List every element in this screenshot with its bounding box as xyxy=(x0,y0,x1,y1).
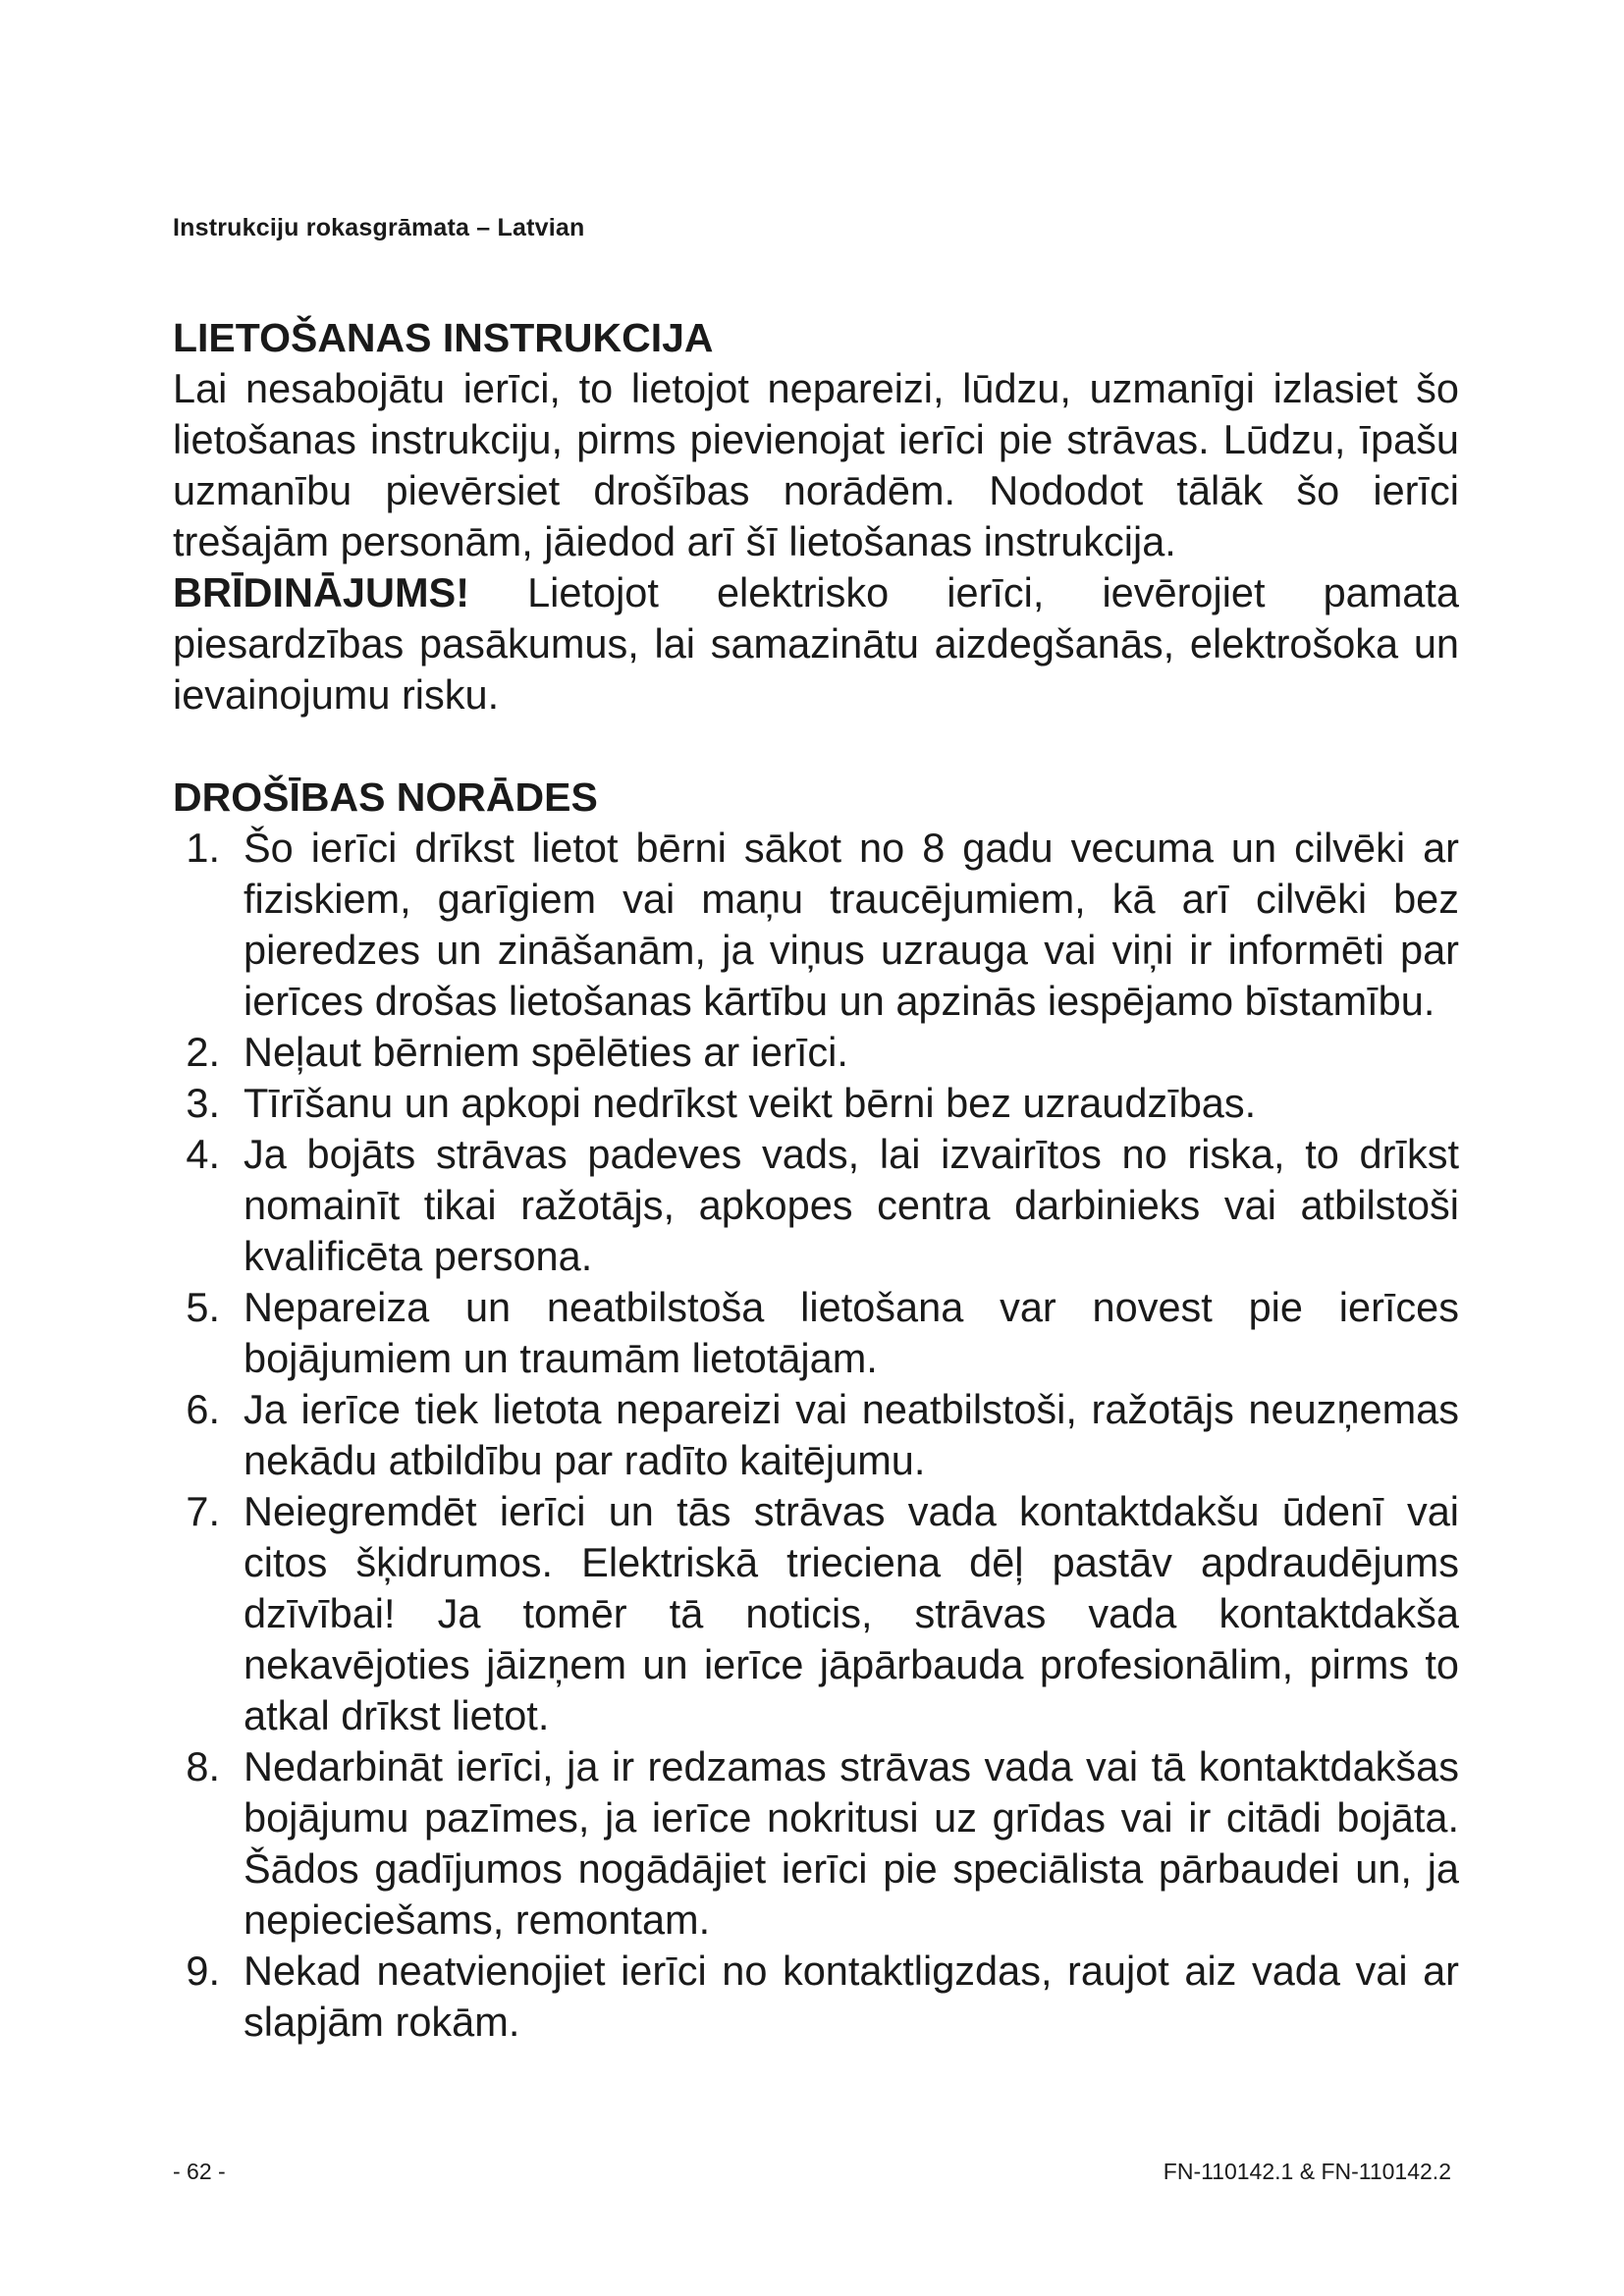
list-item xyxy=(173,1282,1459,1384)
list-item-text: Nekad neatvienojiet ierīci no kontaktligzdas, raujot aiz vada vai ar slapjām rokām. xyxy=(244,1948,1459,2045)
list-item xyxy=(173,1486,1459,1741)
list-item-text: Ja bojāts strāvas padeves vads, lai izvairītos no riska, to drīkst nomainīt tikai ražotājs, apkopes centra darbinieks vai atbilstoši kvalificēta persona. xyxy=(244,1131,1459,1279)
list-item-text: Nepareiza un neatbilstoša lietošana var novest pie ierīces bojājumiem un traumām lietotājam. xyxy=(244,1284,1459,1381)
safety-heading: DROŠĪBAS NORĀDES xyxy=(173,774,598,820)
list-item-number: 3. xyxy=(186,1080,220,1126)
list-item-text: Neiegremdēt ierīci un tās strāvas vada kontaktdakšu ūdenī vai citos šķidrumos. Elektriskā trieciena dēļ pastāv apdraudējums dzīvībai! Ja tomēr tā noticis, strāvas vada kontaktdakša nekavējoties jāizņem un ierīce jāpārbauda profesionālim, pirms to atkal drīkst lietot. xyxy=(244,1488,1459,1738)
page-number: - 62 - xyxy=(173,2159,226,2184)
list-item xyxy=(173,1078,1459,1129)
list-item xyxy=(173,1129,1459,1282)
warning-text: Lietojot elektrisko ierīci, ievērojiet pamata piesardzības pasākumus, lai samazinātu aizdegšanās, elektrošoka un ievainojumu risku. xyxy=(173,569,1459,718)
list-item xyxy=(173,1741,1459,1946)
list-item xyxy=(173,1946,1459,2048)
list-item-number: 5. xyxy=(186,1284,220,1330)
model-number: FN-110142.1 & FN-110142.2 xyxy=(1163,2159,1451,2184)
list-item-text: Šo ierīci drīkst lietot bērni sākot no 8 gadu vecuma un cilvēki ar fiziskiem, garīgiem vai maņu traucējumiem, kā arī cilvēki bez pieredzes un zināšanām, ja viņus uzrauga vai viņi ir informēti par ierīces drošas lietošanas kārtību un apzinās iespējamo bīstamību. xyxy=(244,825,1459,1024)
list-item-text: Neļaut bērniem spēlēties ar ierīci. xyxy=(244,1029,848,1075)
safety-list xyxy=(173,823,1459,2048)
list-item-number: 1. xyxy=(186,825,220,871)
warning-paragraph xyxy=(173,567,1459,721)
usage-intro: Lai nesabojātu ierīci, to lietojot nepareizi, lūdzu, uzmanīgi izlasiet šo lietošanas instrukciju, pirms pievienojat ierīci pie strāvas. Lūdzu, īpašu uzmanību pievērsiet drošības norādēm. Nododot tālāk šo ierīci trešajām personām, jāiedod arī šī lietošanas instrukcija. xyxy=(173,365,1459,564)
list-item-number: 9. xyxy=(186,1948,220,1994)
list-item-text: Ja ierīce tiek lietota nepareizi vai neatbilstoši, ražotājs neuzņemas nekādu atbildību par radīto kaitējumu. xyxy=(244,1386,1459,1483)
warning-label: BRĪDINĀJUMS! xyxy=(173,569,470,615)
page-content xyxy=(173,312,1459,2048)
section-gap xyxy=(173,721,1459,772)
list-item-number: 2. xyxy=(186,1029,220,1075)
list-item xyxy=(173,823,1459,1027)
running-header: Instrukciju rokasgrāmata – Latvian xyxy=(173,214,585,241)
list-item-text: Tīrīšanu un apkopi nedrīkst veikt bērni bez uzraudzības. xyxy=(244,1080,1257,1126)
list-item xyxy=(173,1384,1459,1486)
list-item-number: 7. xyxy=(186,1488,220,1534)
list-item-number: 8. xyxy=(186,1743,220,1789)
usage-heading: LIETOŠANAS INSTRUKCIJA xyxy=(173,315,714,360)
list-item-number: 6. xyxy=(186,1386,220,1432)
list-item-number: 4. xyxy=(186,1131,220,1177)
list-item xyxy=(173,1027,1459,1078)
list-item-text: Nedarbināt ierīci, ja ir redzamas strāvas vada vai tā kontaktdakšas bojājumu pazīmes, ja ierīce nokritusi uz grīdas vai ir citādi bojāta. Šādos gadījumos nogādājiet ierīci pie speciālista pārbaudei un, ja nepieciešams, remontam. xyxy=(244,1743,1459,1943)
